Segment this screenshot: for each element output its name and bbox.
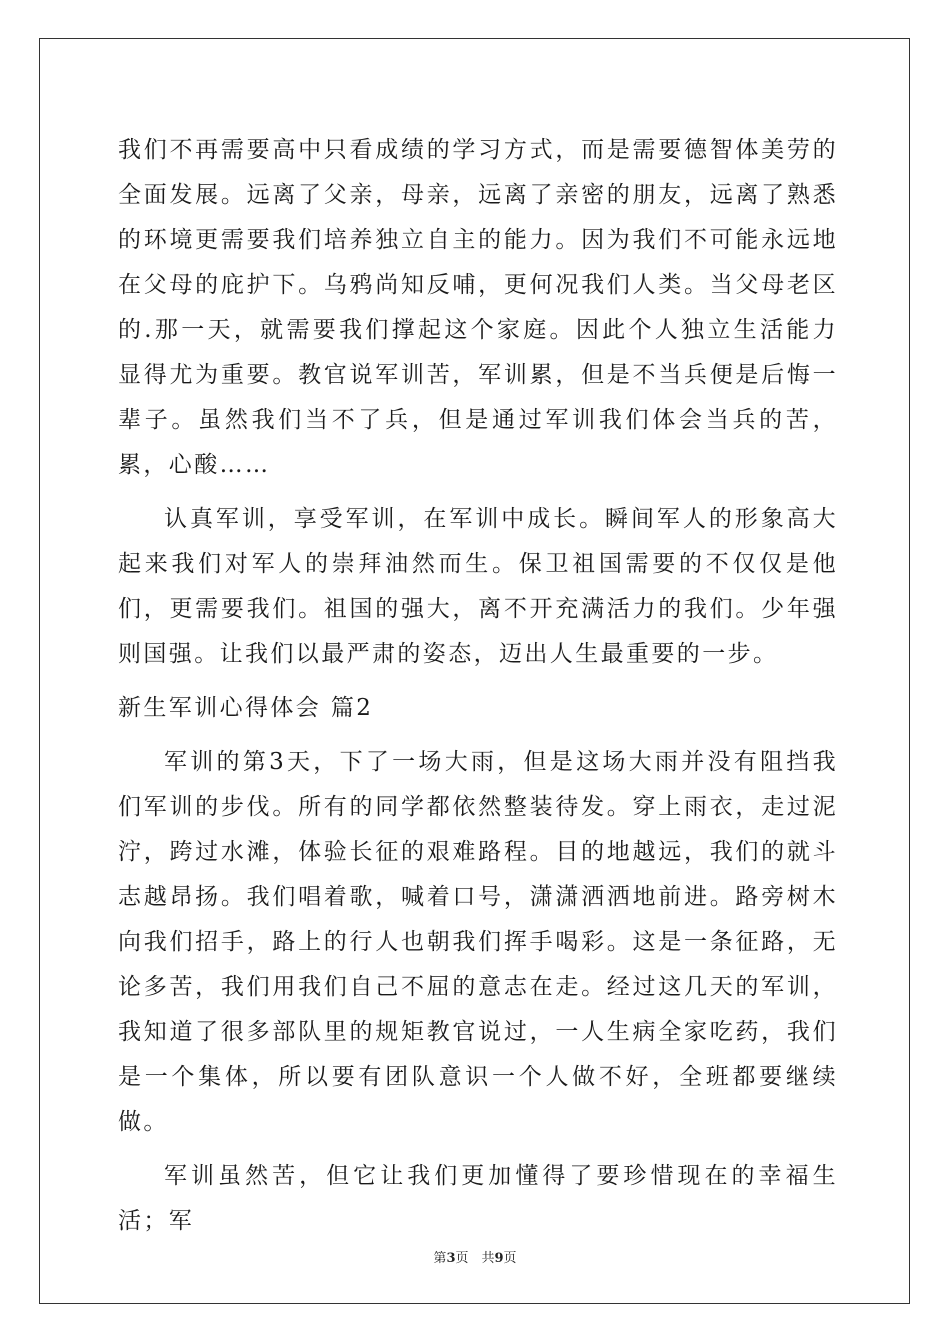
total-pages-number: 9 bbox=[494, 1251, 504, 1266]
section-heading: 新生军训心得体会 篇2 bbox=[118, 695, 374, 721]
page-footer bbox=[0, 1247, 950, 1266]
document-body bbox=[118, 128, 838, 1244]
footer-middle: 页 共 bbox=[455, 1251, 495, 1266]
paragraph-3: 军训的第3天，下了一场大雨，但是这场大雨并没有阻挡我们军训的步伐。所有的同学都依然整装待发。穿上雨衣，走过泥泞，跨过水滩，体验长征的艰难路程。目的地越远，我们的就斗志越昂扬。我们唱着歌，喊着口号，潇潇洒洒地前进。路旁树木向我们招手，路上的行人也朝我们挥手喝彩。这是一条征路，无论多苦，我们用我们自己不屈的意志在走。经过这几天的军训，我知道了很多部队里的规矩教官说过，一人生病全家吃药，我们是一个集体，所以要有团队意识一个人做不好，全班都要继续做。 bbox=[118, 749, 838, 1135]
footer-suffix: 页 bbox=[503, 1251, 517, 1266]
paragraph-4: 军训虽然苦，但它让我们更加懂得了要珍惜现在的幸福生活；军 bbox=[118, 1163, 838, 1234]
paragraph-2: 认真军训，享受军训，在军训中成长。瞬间军人的形象高大起来我们对军人的崇拜油然而生。保卫祖国需要的不仅仅是他们，更需要我们。祖国的强大，离不开充满活力的我们。少年强则国强。让我们以最严肃的姿态，迈出人生最重要的一步。 bbox=[118, 506, 838, 667]
footer-prefix: 第 bbox=[433, 1251, 447, 1266]
paragraph-1: 我们不再需要高中只看成绩的学习方式，而是需要德智体美劳的全面发展。远离了父亲，母亲，远离了亲密的朋友，远离了熟悉的环境更需要我们培养独立自主的能力。因为我们不可能永远地在父母的庇护下。乌鸦尚知反哺，更何况我们人类。当父母老区的.那一天，就需要我们撑起这个家庭。因此个人独立生活能力显得尤为重要。教官说军训苦，军训累，但是不当兵便是后悔一辈子。虽然我们当不了兵，但是通过军训我们体会当兵的苦，累，心酸…… bbox=[118, 137, 838, 478]
current-page-number: 3 bbox=[446, 1251, 456, 1266]
